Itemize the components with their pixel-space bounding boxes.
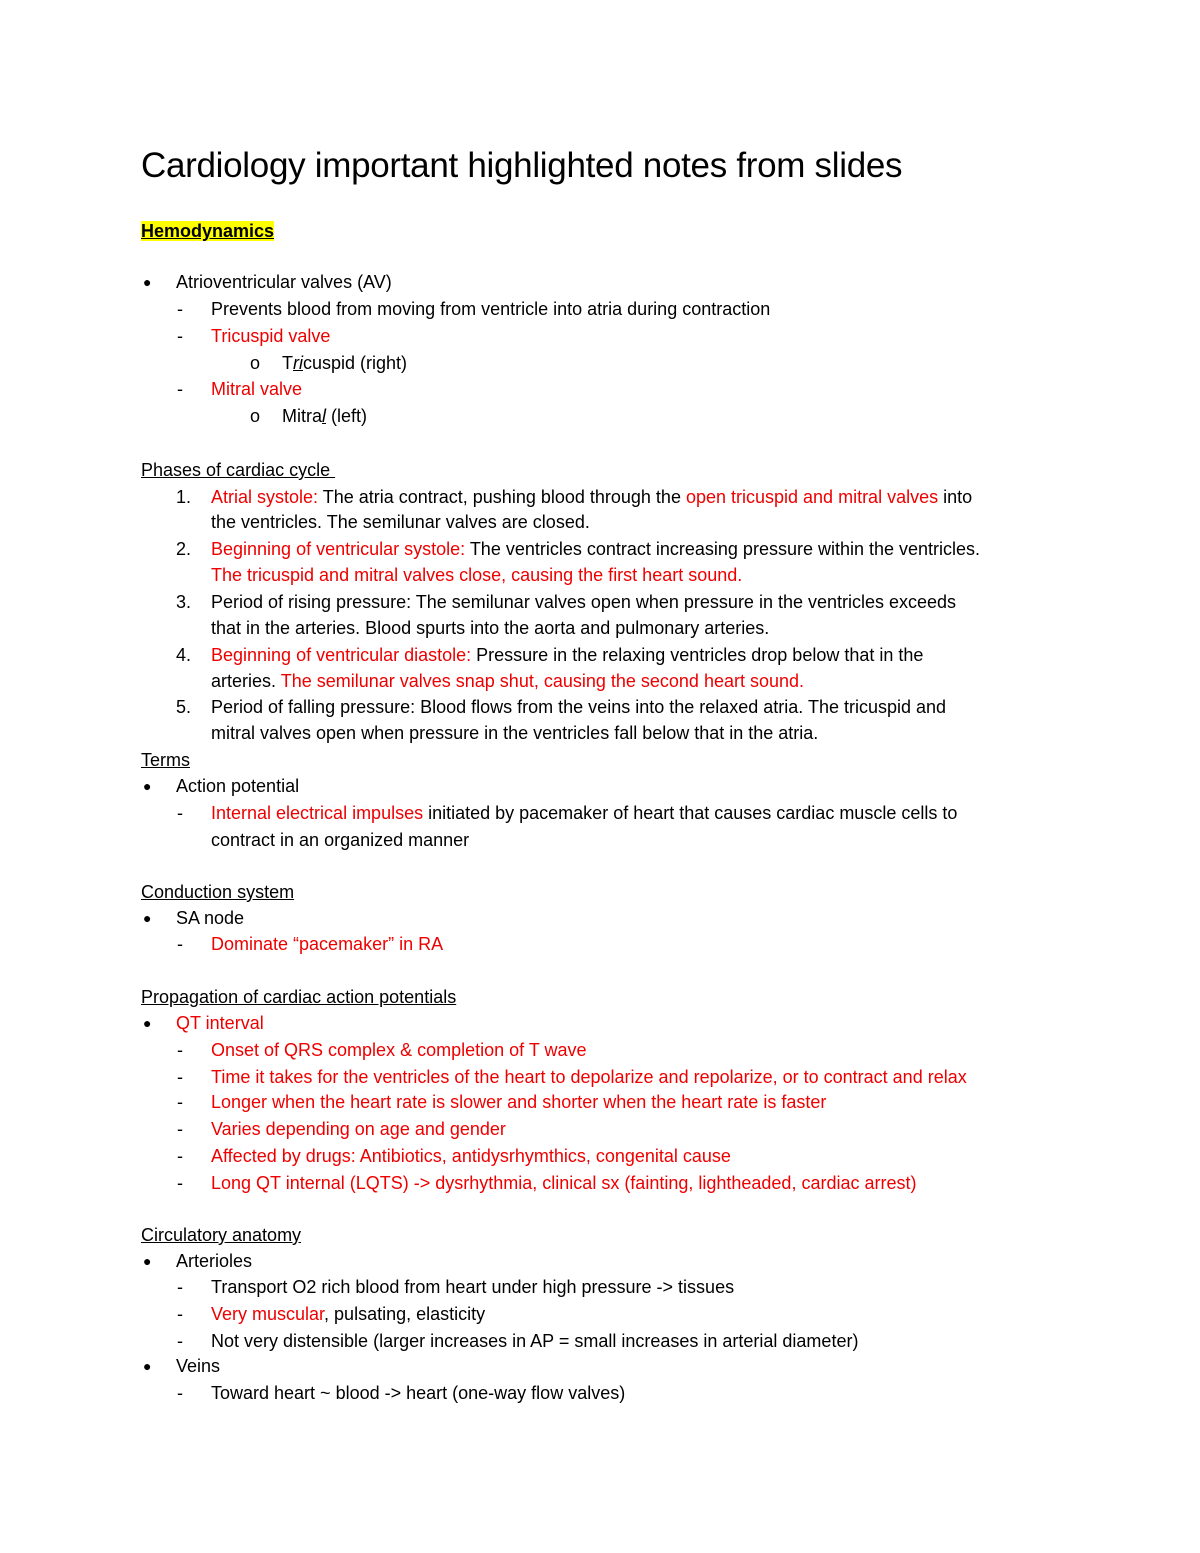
list-item-continuation: that in the arteries. Blood spurts into the aorta and pulmonary arteries. [211,618,770,638]
section-heading-terms: Terms [141,750,190,770]
list-item: Not very distensible (larger increases in AP = small increases in arterial diameter) [211,1331,859,1351]
dash-icon: - [177,1092,183,1112]
sub-bullet-icon: o [250,406,261,426]
list-number: 2. [176,539,192,559]
list-item: Atrioventricular valves (AV) [176,272,392,292]
list-item: Tricuspid (right) [282,353,408,373]
list-item: Action potential [176,776,300,796]
list-item: SA node [176,908,245,928]
list-number: 3. [176,592,192,612]
list-item: Atrial systole: The atria contract, pushing blood through the open tricuspid and mitral valves into [211,487,973,507]
bullet-icon: ● [143,274,152,290]
list-item: Period of rising pressure: The semilunar valves open when pressure in the ventricles exceeds [211,592,957,612]
list-item: Veins [176,1356,221,1376]
section-heading-circulatory: Circulatory anatomy [141,1225,302,1245]
dash-icon: - [177,803,183,823]
dash-icon: - [177,1067,183,1087]
list-item: Longer when the heart rate is slower and shorter when the heart rate is faster [211,1092,827,1112]
list-item-continuation: arteries. The semilunar valves snap shut, causing the second heart sound. [211,671,805,691]
page-title: Cardiology important highlighted notes from slides [141,146,903,185]
list-item: Beginning of ventricular diastole: Pressure in the relaxing ventricles drop below that in the [211,645,924,665]
section-heading-hemodynamics: Hemodynamics [141,221,275,241]
list-number: 5. [176,697,192,717]
dash-icon: - [177,1040,183,1060]
list-item-continuation: mitral valves open when pressure in the ventricles fall below that in the atria. [211,723,819,743]
list-item: Period of falling pressure: Blood flows from the veins into the relaxed atria. The tricuspid and [211,697,947,717]
dash-icon: - [177,299,183,319]
list-item-continuation: The tricuspid and mitral valves close, causing the first heart sound. [211,565,743,585]
dash-icon: - [177,326,183,346]
dash-icon: - [177,1383,183,1403]
list-item: QT interval [176,1013,264,1033]
list-item-continuation: contract in an organized manner [211,830,470,850]
list-item: Mitral (left) [282,406,368,426]
bullet-icon: ● [143,1015,152,1031]
dash-icon: - [177,1277,183,1297]
section-heading-propagation: Propagation of cardiac action potentials [141,987,457,1007]
list-item: Arterioles [176,1251,253,1271]
list-item: Mitral valve [211,379,303,399]
list-item-continuation: the ventricles. The semilunar valves are closed. [211,512,590,532]
list-item: Long QT internal (LQTS) -> dysrhythmia, clinical sx (fainting, lightheaded, cardiac arrest) [211,1173,917,1193]
bullet-icon: ● [143,1358,152,1374]
section-heading-conduction: Conduction system [141,882,295,902]
list-item: Internal electrical impulses initiated by pacemaker of heart that causes cardiac muscle cells to [211,803,958,823]
dash-icon: - [177,379,183,399]
bullet-icon: ● [143,778,152,794]
dash-icon: - [177,1331,183,1351]
list-item: Beginning of ventricular systole: The ventricles contract increasing pressure within the ventricles. [211,539,981,559]
list-number: 4. [176,645,192,665]
bullet-icon: ● [143,910,152,926]
list-item: Tricuspid valve [211,326,331,346]
bullet-icon: ● [143,1253,152,1269]
list-item: Very muscular, pulsating, elasticity [211,1304,486,1324]
list-item: Affected by drugs: Antibiotics, antidysrhymthics, congenital cause [211,1146,731,1166]
dash-icon: - [177,934,183,954]
section-heading-phases: Phases of cardiac cycle [141,460,336,480]
list-item: Varies depending on age and gender [211,1119,506,1139]
list-item: Toward heart ~ blood -> heart (one-way flow valves) [211,1383,626,1403]
sub-bullet-icon: o [250,353,261,373]
dash-icon: - [177,1119,183,1139]
dash-icon: - [177,1146,183,1166]
list-item: Time it takes for the ventricles of the heart to depolarize and repolarize, or to contract and relax [211,1067,967,1087]
list-item: Onset of QRS complex & completion of T wave [211,1040,587,1060]
list-item: Prevents blood from moving from ventricle into atria during contraction [211,299,771,319]
list-item: Transport O2 rich blood from heart under high pressure -> tissues [211,1277,735,1297]
dash-icon: - [177,1304,183,1324]
list-item: Dominate “pacemaker” in RA [211,934,444,954]
dash-icon: - [177,1173,183,1193]
list-number: 1. [176,487,192,507]
